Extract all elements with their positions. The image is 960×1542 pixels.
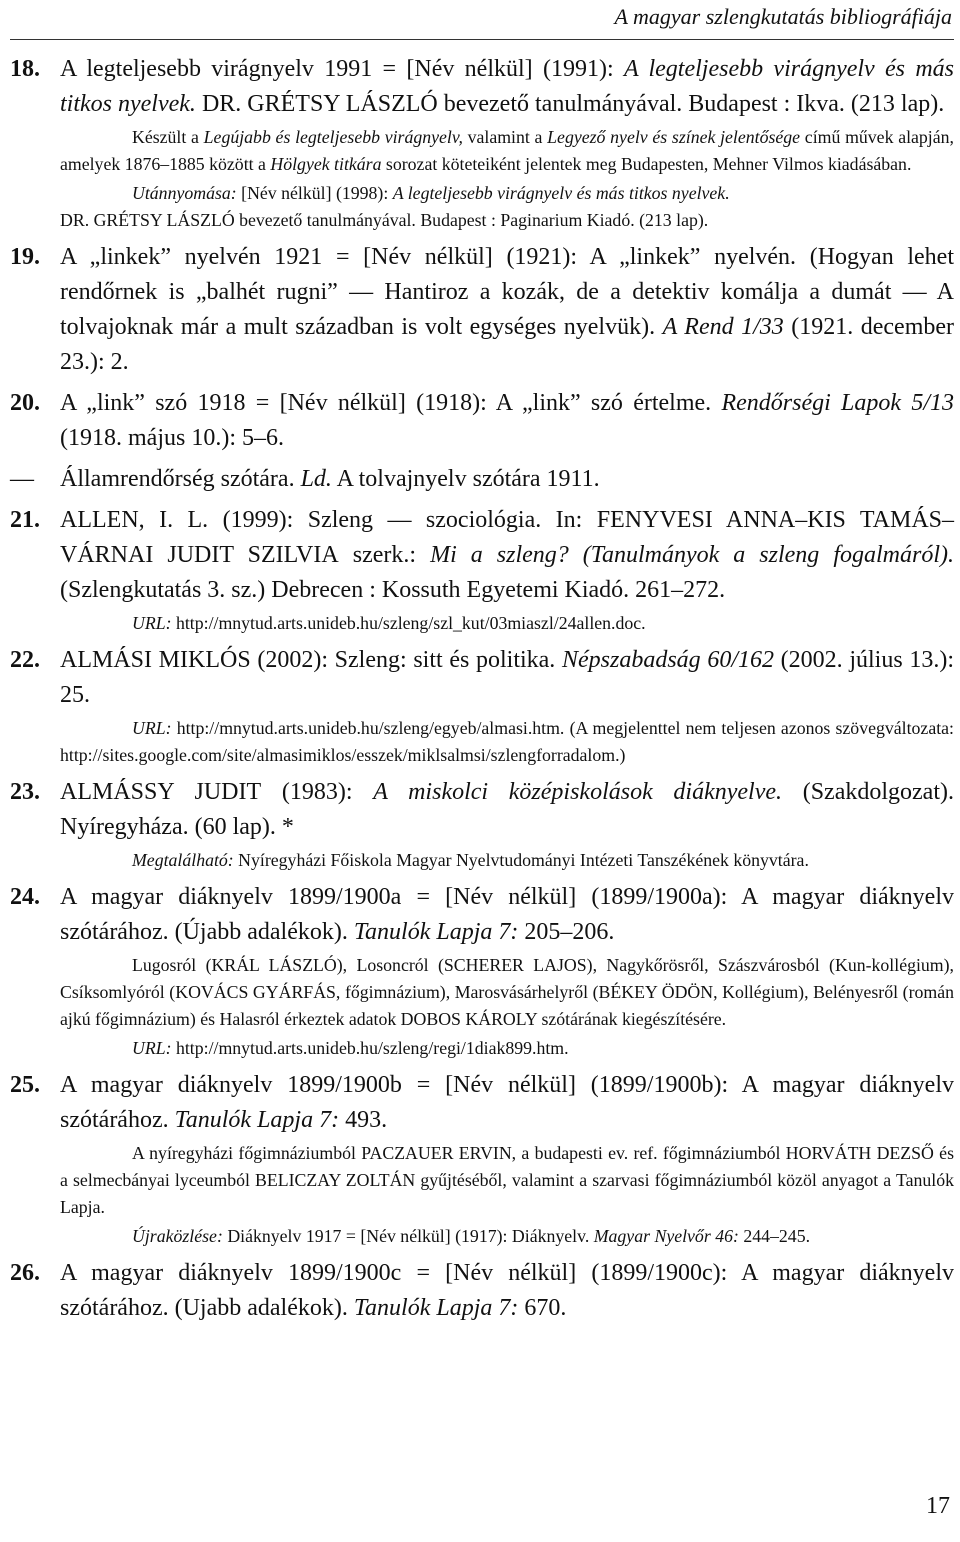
entry-number: 20.	[10, 390, 40, 416]
entry-number: 23.	[10, 779, 40, 805]
note-label: Újraközlése:	[132, 1226, 223, 1246]
note-text[interactable]: http://mnytud.arts.unideb.hu/szleng/egyeb/almasi.htm. (A megjelenttel nem teljesen azonos szövegváltozata: http://sites.google.com/site/almasimiklos/esszek/miklsalmsi/szlengforradalom.)	[60, 718, 954, 765]
note-text: [Név nélkül] (1998):	[236, 183, 393, 203]
entry-text: bevezető tanulmányával. Budapest : Ikva. (213 lap).	[437, 91, 945, 117]
entry-author: ALMÁSI MIKLÓS	[60, 647, 251, 673]
entry-main	[60, 880, 954, 950]
entry-url	[60, 1035, 954, 1062]
entry-text: A legteljesebb virágnyelv 1991 = [Név nélkül] (1991):	[60, 56, 624, 82]
url-label: URL:	[132, 1038, 172, 1058]
note-text: Diáknyelv 1917 = [Név nélkül] (1917): Diáknyelv.	[222, 1226, 594, 1246]
entry-main	[60, 52, 954, 122]
note-text: bevezető tanulmányával. Budapest : Paginarium Kiadó. (213 lap).	[234, 210, 709, 230]
entry-22	[10, 643, 954, 769]
entry-21	[10, 503, 954, 637]
entry-24	[10, 880, 954, 1062]
entry-main	[60, 1068, 954, 1138]
entry-number: 24.	[10, 884, 40, 910]
entry-text: A magyar diáknyelv 1899/1900a = [Név nélkül] (1899/1900a): A magyar diáknyelv szótárához. (Újabb adalékok).	[60, 884, 954, 945]
entry-text: A „link” szó 1918 = [Név nélkül] (1918): A „link” szó értelme.	[60, 390, 722, 416]
entry-number: 22.	[10, 647, 40, 673]
entry-title: Tanulók Lapja 7:	[353, 1295, 519, 1321]
note-title: Hölgyek titkára	[270, 154, 382, 174]
entry-text: A magyar diáknyelv 1899/1900b = [Név nélkül] (1899/1900b): A magyar diáknyelv szótárához.	[60, 1072, 954, 1133]
note-label: Utánnyomása:	[132, 183, 237, 203]
url-link[interactable]: http://mnytud.arts.unideb.hu/szleng/regi/1diak899.htm.	[171, 1038, 569, 1058]
note-title: Magyar Nyelvőr 46:	[593, 1226, 739, 1246]
entry-text: (1921. december 23.): 2.	[60, 314, 955, 375]
entry-title: A miskolci középiskolások diáknyelve.	[373, 779, 783, 805]
entry-title: Mi a szleng? (Tanulmányok a szleng fogalmáról).	[430, 542, 954, 568]
entry-23	[10, 775, 954, 874]
note-title: Legújabb és legteljesebb virágnyelv,	[203, 127, 463, 147]
note-text: című művek alapján, amelyek 1876–1885 között a	[60, 127, 954, 174]
entry-number: 26.	[10, 1260, 40, 1286]
entry-title: Népszabadság 60/162	[561, 647, 774, 673]
note-author: DR. GRÉTSY LÁSZLÓ	[60, 210, 235, 230]
entry-note	[60, 715, 954, 769]
entry-number: 21.	[10, 507, 40, 533]
entry-note	[60, 180, 954, 234]
entry-number: 19.	[10, 244, 40, 270]
note-text: Készült a	[132, 127, 204, 147]
entry-text: (1983):	[261, 779, 374, 805]
entry-title: Tanulók Lapja 7:	[174, 1107, 340, 1133]
entry-title: Tanulók Lapja 7:	[353, 919, 519, 945]
url-label: URL:	[132, 718, 172, 738]
note-text: Nyíregyházi Főiskola Magyar Nyelvtudományi Intézeti Tanszékének könyvtára.	[233, 850, 809, 870]
entry-text: szerk.:	[338, 542, 431, 568]
entry-author: DR. GRÉTSY LÁSZLÓ	[195, 91, 438, 117]
note-text: sorozat köteteiként jelentek meg Budapesten, Mehner Vilmos kiadásában.	[381, 154, 912, 174]
header-rule	[10, 39, 954, 40]
entry-main	[60, 462, 954, 497]
entry-text: A magyar diáknyelv 1899/1900c = [Név nélkül] (1899/1900c): A magyar diáknyelv szótárához. (Ujabb adalékok).	[60, 1260, 954, 1321]
entry-cross-reference	[10, 462, 954, 497]
entry-text: A tolvajnyelv szótára 1911.	[331, 466, 600, 492]
entry-number: 18.	[10, 56, 40, 82]
entry-main	[60, 643, 954, 713]
entry-ref: Ld.	[300, 466, 332, 492]
entry-dash: —	[10, 466, 34, 492]
entry-title: A legteljesebb virágnyelv és más titkos nyelvek.	[60, 56, 954, 117]
entry-text: (Szakdolgozat). Nyíregyháza. (60 lap). *	[60, 779, 954, 840]
page-number: 17	[926, 1493, 950, 1519]
entry-note	[60, 124, 954, 178]
entry-text: 493.	[339, 1107, 388, 1133]
entry-main	[60, 775, 954, 845]
entry-author: ALMÁSSY JUDIT	[60, 779, 262, 805]
note-title: A legteljesebb virágnyelv és más titkos nyelvek.	[392, 183, 730, 203]
entry-text: 205–206.	[518, 919, 615, 945]
entry-text: (2002. július 13.): 25.	[60, 647, 954, 708]
entry-26	[10, 1256, 954, 1326]
note-text: 244–245.	[738, 1226, 811, 1246]
entry-18	[10, 52, 954, 234]
entry-title: Rendőrségi Lapok 5/13	[721, 390, 954, 416]
url-link[interactable]: http://mnytud.arts.unideb.hu/szleng/szl_kut/03miaszl/24allen.doc.	[171, 613, 646, 633]
entry-main	[60, 503, 954, 608]
entry-text: (Szlengkutatás 3. sz.) Debrecen : Kossuth Egyetemi Kiadó. 261–272.	[60, 577, 726, 603]
entry-main	[60, 386, 954, 456]
entry-editors: FENYVESI ANNA–KIS TAMÁS–VÁRNAI JUDIT SZILVIA	[60, 507, 955, 568]
entry-title: A Rend 1/33	[662, 314, 784, 340]
note-text: A nyíregyházi főgimnáziumból PACZAUER ERVIN, a budapesti ev. ref. főgimnáziumból HORVÁTH DEZSŐ és a selmecbányai lyceumból BELICZAY ZOLTÁN gyűjtéséből, valamint a szarvasi főgimnáziumból közöl anyagot a Tanulók Lapja.	[60, 1143, 954, 1217]
note-text: valamint a	[462, 127, 548, 147]
entry-main	[60, 240, 954, 380]
entry-19	[10, 240, 954, 380]
bibliography-page	[10, 52, 954, 1332]
note-label: Megtalálható:	[132, 850, 234, 870]
entry-note	[60, 847, 954, 874]
entry-text: (1918. május 10.): 5–6.	[60, 425, 284, 451]
note-text: Lugosról (KRÁL LÁSZLÓ), Losoncról (SCHERER LAJOS), Nagykőrösről, Szászvárosból (Kun-kollégium), Csíksomlyóról (KOVÁCS GYÁRFÁS, főgimnázium), Marosvásárhelyről (BÉKEY ÖDÖN, Kollégium), Belényesről (román ajkú főgimnázium) és Halasról érkeztek adatok DOBOS KÁROLY szótárának kiegészítésére.	[60, 955, 954, 1029]
entry-25	[10, 1068, 954, 1250]
entry-text: (1999): Szleng — szociológia. In:	[208, 507, 597, 533]
running-header: A magyar szlengkutatás bibliográfiája	[614, 4, 952, 29]
entry-text: A „linkek” nyelvén 1921 = [Név nélkül] (1921): A „linkek” nyelvén. (Hogyan lehet rendőrnek is „balhét rugni” — Hantiroz a kozák, de a detektiv komálja a dumát — A tolvajoknak már a mult században is volt egységes nyelvük).	[60, 244, 954, 340]
entry-url	[60, 610, 954, 637]
url-label: URL:	[132, 613, 172, 633]
entry-author: ALLEN, I. L.	[60, 507, 209, 533]
entry-note	[60, 1140, 954, 1221]
entry-20	[10, 386, 954, 456]
entry-text: Államrendőrség szótára.	[60, 466, 301, 492]
entry-main	[60, 1256, 954, 1326]
entry-note	[60, 1223, 954, 1250]
note-title: Legyező nyelv és színek jelentősége	[547, 127, 801, 147]
entry-number: 25.	[10, 1072, 40, 1098]
entry-note	[60, 952, 954, 1033]
entry-text: (2002): Szleng: sitt és politika.	[250, 647, 562, 673]
entry-text: 670.	[518, 1295, 567, 1321]
